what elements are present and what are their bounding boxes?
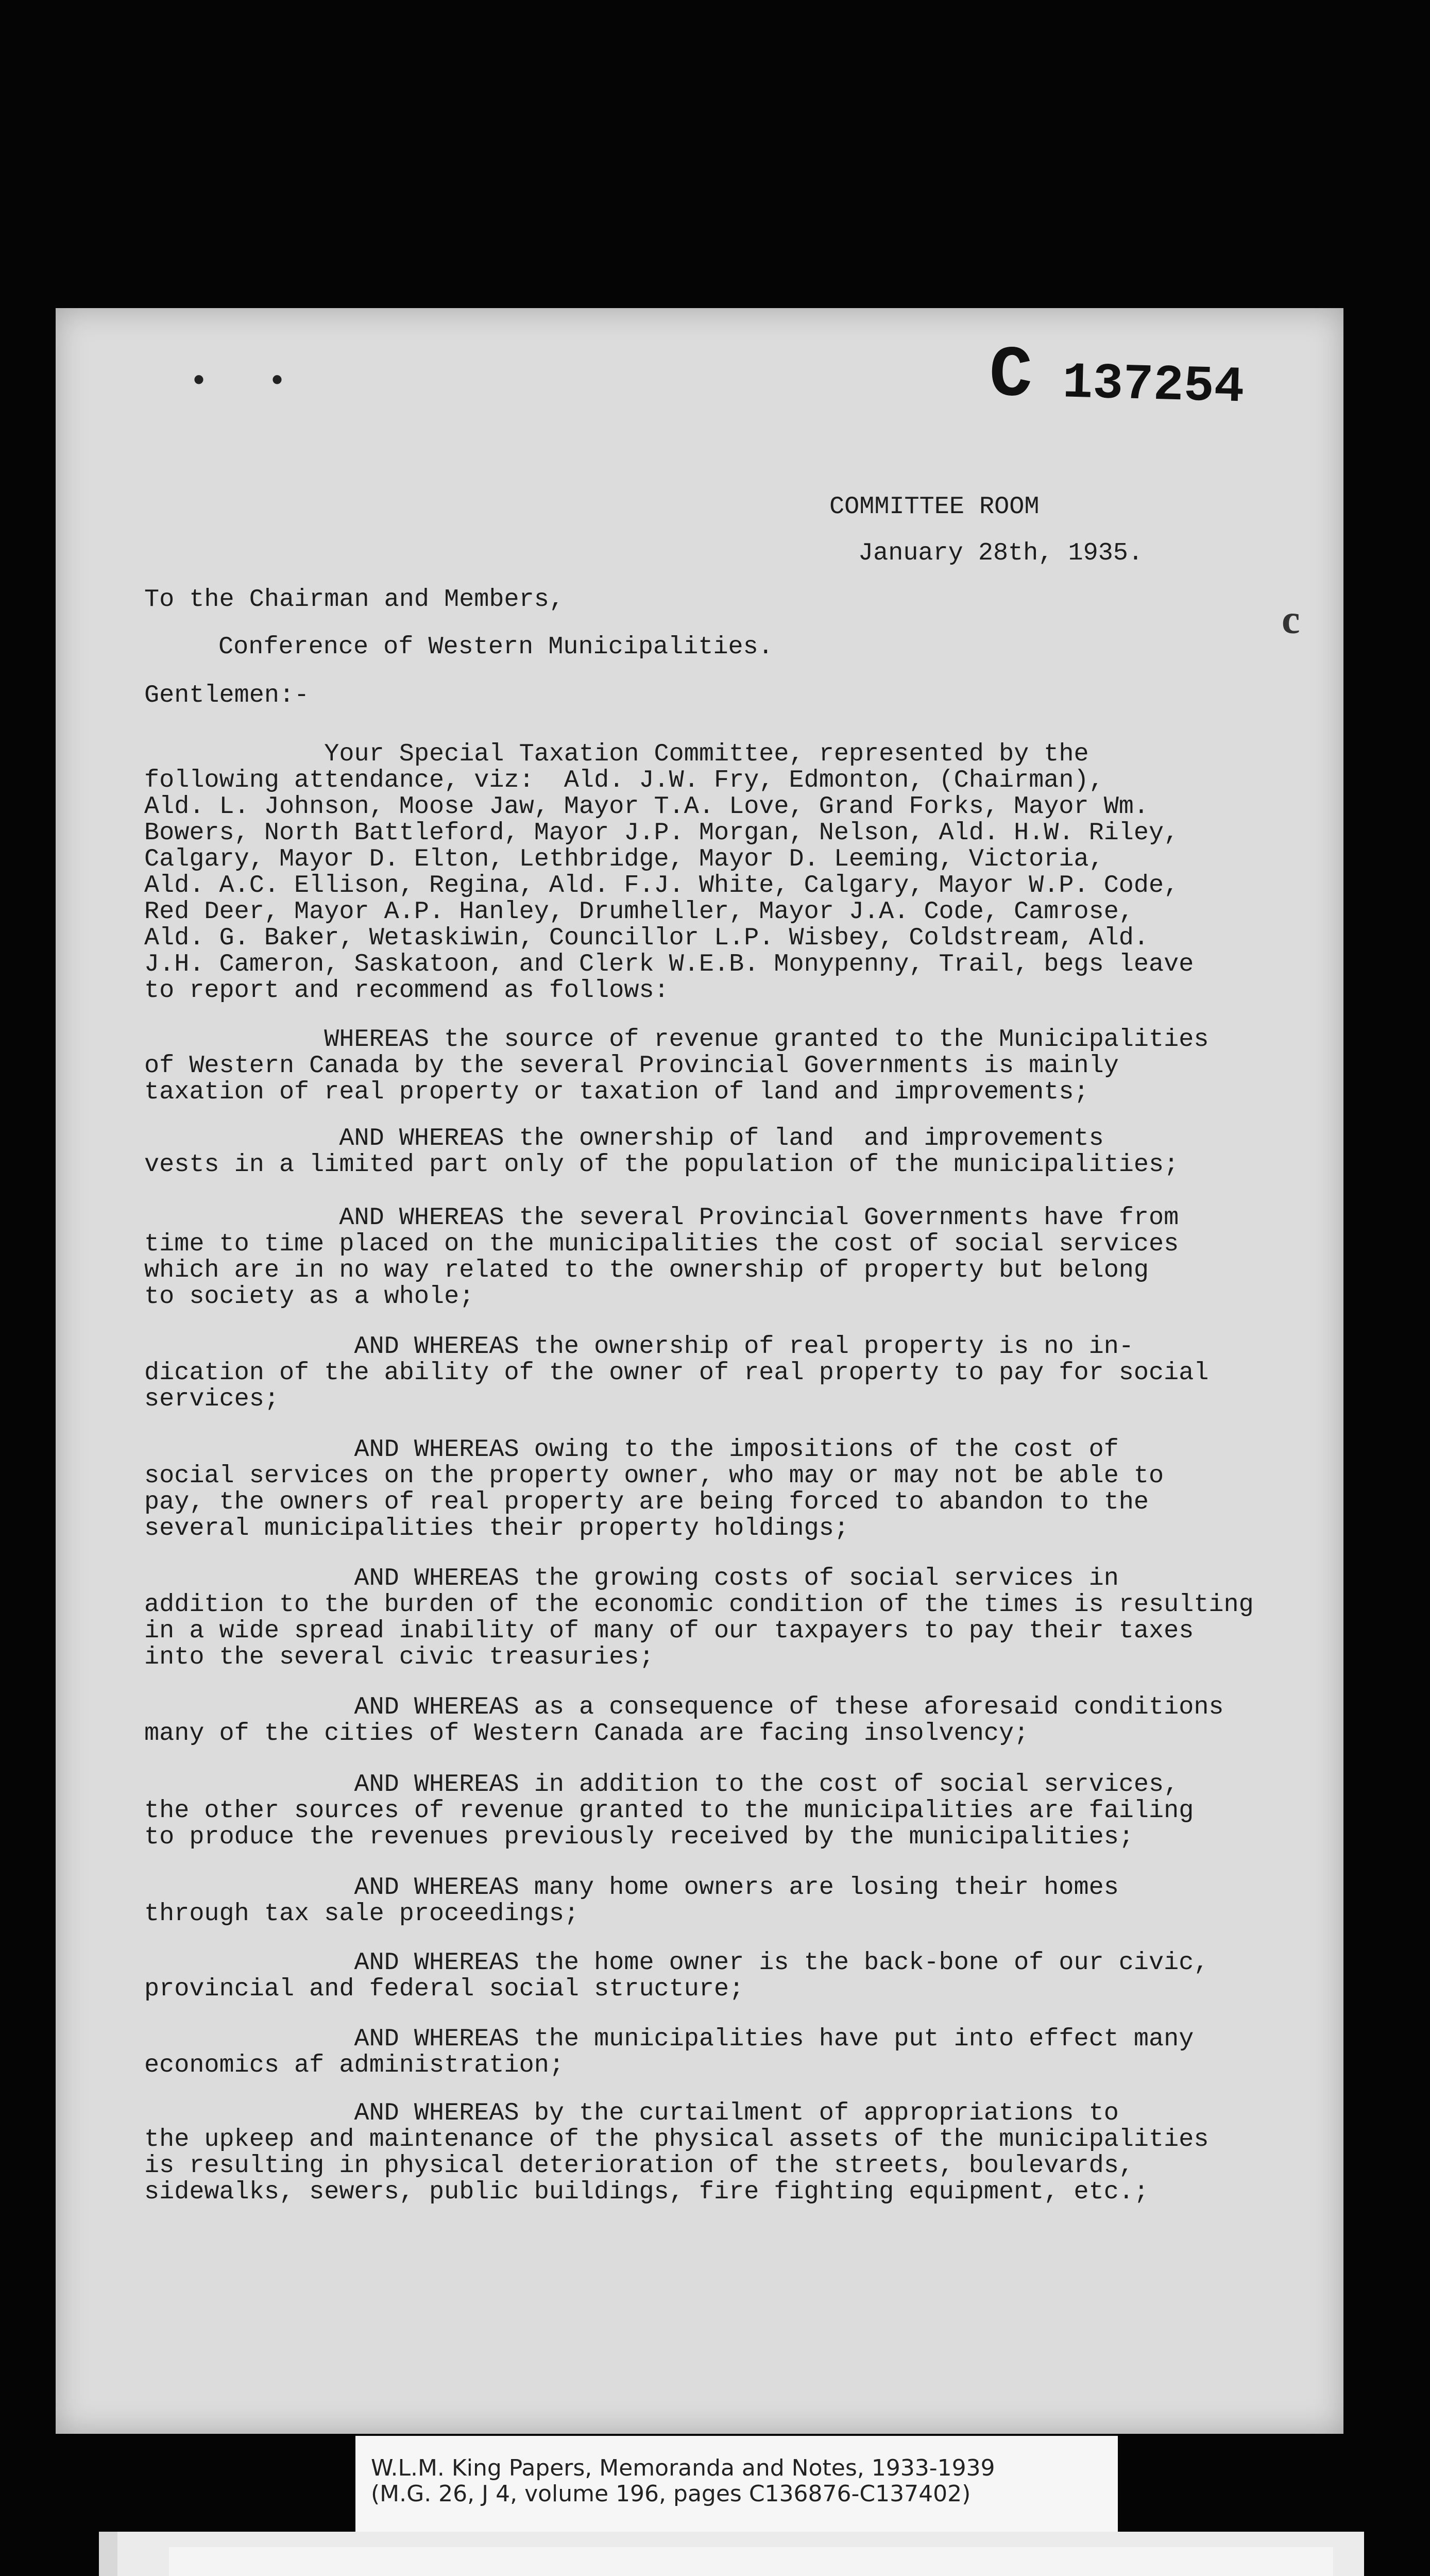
paragraph-whereas-1: WHEREAS the source of revenue granted to the Municipalities of Western Canada by the several Provincial Governments is mainly taxation of real property or taxation of land and improvements; — [144, 1025, 1209, 1106]
paragraph-whereas-7: AND WHEREAS as a consequence of these aforesaid conditions many of the cities of Western Canada are facing insolvency; — [144, 1693, 1224, 1748]
salutation-to: To the Chairman and Members, — [144, 585, 564, 614]
paragraph-whereas-6: AND WHEREAS the growing costs of social services in addition to the burden of the economic condition of the times is resulting in a wide spread inability of many of our taxpayers to pay their taxes into the several civic treasuries; — [144, 1564, 1254, 1671]
archive-reference-text: W.L.M. King Papers, Memoranda and Notes, 1933-1939 (M.G. 26, J 4, volume 196, pages C136876-C137402) — [371, 2455, 995, 2507]
document-number-stamp — [988, 335, 1246, 423]
paragraph-whereas-12: AND WHEREAS by the curtailment of appropriations to the upkeep and maintenance of the physical assets of the municipalities is resulting in physical deterioration of the streets, boulevards, sidewalks, sewers, public buildings, fire fighting equipment, etc.; — [144, 2099, 1209, 2206]
stamp-prefix: C — [988, 334, 1034, 418]
paragraph-attendance: Your Special Taxation Committee, represented by the following attendance, viz: Ald. J.W. Fry, Edmonton, (Chairman), Ald. L. Johnson, Moose Jaw, Mayor T.A. Love, Grand Forks, Mayor Wm. Bowers, North Battleford, Mayor J.P. Morgan, Nelson, Ald. H.W. Riley, Calgary, Mayor D. Elton, Lethbridge, Mayor D. Leeming, Victoria, Ald. A.C. Ellison, Regina, Ald. F.J. White, Calgary, Mayor W.P. Code, Red Deer, Mayor A.P. Hanley, Drumheller, Mayor J.A. Code, Camrose, Ald. G. Baker, Wetaskiwin, Councillor L.P. Wisbey, Coldstream, Ald. J.H. Cameron, Saskatoon, and Clerk W.E.B. Monypenny, Trail, begs leave to report and recommend as follows: — [144, 740, 1194, 1005]
heading-committee-room: COMMITTEE ROOM — [829, 493, 1040, 521]
archive-card-inner — [169, 2547, 1333, 2576]
paragraph-whereas-11: AND WHEREAS the municipalities have put into effect many economics af administration; — [144, 2025, 1194, 2079]
paragraph-whereas-9: AND WHEREAS many home owners are losing their homes through tax sale proceedings; — [144, 1873, 1119, 1928]
margin-mark: c — [1282, 597, 1300, 642]
archive-reference-label — [355, 2436, 1118, 2534]
paragraph-whereas-8: AND WHEREAS in addition to the cost of social services, the other sources of revenue granted to the municipalities are failing to produce the revenues previously received by the municipalities; — [144, 1770, 1194, 1851]
paragraph-whereas-5: AND WHEREAS owing to the impositions of the cost of social services on the property owner, who may or may not be able to pay, the owners of real property are being forced to abandon to the several municipalities their property holdings; — [144, 1435, 1164, 1543]
archive-card — [99, 2532, 1364, 2576]
paragraph-whereas-3: AND WHEREAS the several Provincial Governments have from time to time placed on the municipalities the cost of social services which are in no way related to the ownership of property but belong to society as a whole; — [144, 1204, 1179, 1311]
paragraph-whereas-2: AND WHEREAS the ownership of land and improvements vests in a limited part only of the population of the municipalities; — [144, 1124, 1179, 1179]
paragraph-whereas-4: AND WHEREAS the ownership of real property is no in- dication of the ability of the owner of real property to pay for social services; — [144, 1332, 1209, 1413]
stamp-number: 137254 — [1062, 354, 1245, 417]
heading-date: January 28th, 1935. — [858, 539, 1143, 567]
salutation-greeting: Gentlemen:- — [144, 681, 310, 709]
salutation-conference: Conference of Western Municipalities. — [218, 633, 773, 661]
typed-letter-sheet — [56, 308, 1343, 2434]
paragraph-whereas-10: AND WHEREAS the home owner is the back-bone of our civic, provincial and federal social structure; — [144, 1948, 1209, 2003]
hole-punch-dots: • • — [190, 365, 308, 400]
